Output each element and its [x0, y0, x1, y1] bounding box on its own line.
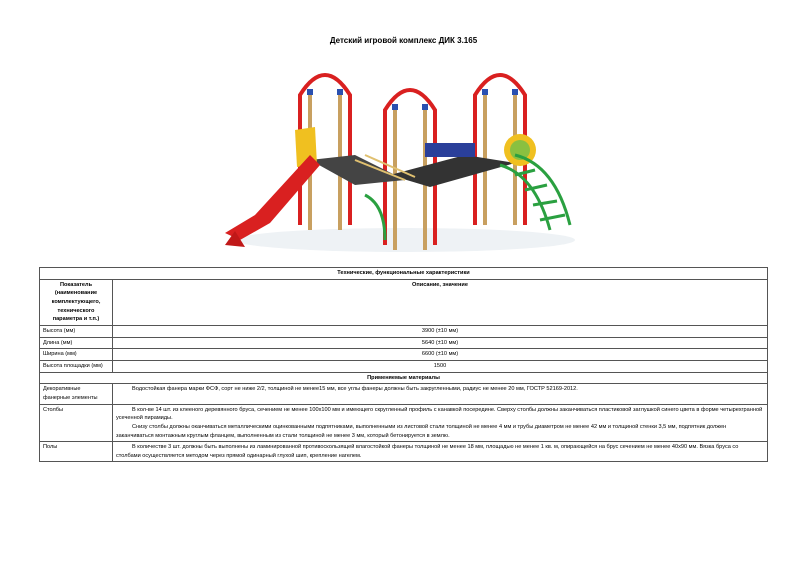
row-name: Ширина (мм): [40, 349, 113, 361]
row-name: Декоративные фанерные элементы: [40, 384, 113, 404]
row-name: Высота площадки (мм): [40, 360, 113, 372]
row-value: 5640 (±10 мм): [113, 337, 768, 349]
row-name: Полы: [40, 442, 113, 462]
playground-complex-image: [215, 55, 590, 265]
row-value: 6600 (±10 мм): [113, 349, 768, 361]
page-title: Детский игровой комплекс ДИК 3.165: [329, 36, 478, 45]
table-row: [40, 442, 768, 462]
table-row: [40, 404, 768, 442]
description-paragraph: Водостойкая фанера марки ФСФ, сорт не ниже 2/2, толщиной не менее15 мм, все углы фанеры должны быть закругленными, радиус не менее 20 мм, ГОСТР 52169-2012.: [132, 386, 578, 393]
table-row: [40, 325, 768, 337]
table-row: [40, 360, 768, 372]
materials-section-header: Применяемые материалы: [40, 372, 768, 384]
row-name: Высота (мм): [40, 325, 113, 337]
row-value: 3900 (±10 мм): [113, 325, 768, 337]
col1-header: Показатель (наименование комплектующего, технического параметра и т.п.): [40, 279, 113, 325]
row-name: Длина (мм): [40, 337, 113, 349]
row-description: [113, 404, 768, 442]
description-paragraph: В кол-ве 14 шт. из клееного деревянного бруса, сечением не менее 100х100 мм и имеющего скругленный профиль с канавкой посередине. Сверху столбы должны заканчиваться пластиковой заглушкой синего цвета в форме четырехгранной усеченной пирамиды.: [116, 406, 763, 422]
row-description: [113, 384, 768, 404]
table-row: [40, 349, 768, 361]
row-name: Столбы: [40, 404, 113, 442]
description-paragraph: Снизу столбы должны оканчиваться металлическими оцинкованными подпятниками, выполненными из листовой стали толщиной не менее 4 мм и трубы диаметром не менее 42 мм и толщиной стенки 3,5 мм, подпятник должен заканчиваться монтажным круглым фланцем, выполненным из стали толщиной не менее 3 мм, который бетонируется в землю.: [116, 423, 727, 439]
row-description: [113, 442, 768, 462]
specifications-table: [39, 267, 768, 462]
table-row: [40, 337, 768, 349]
tech-section-header: Технические, функциональные характеристики: [40, 268, 768, 280]
row-value: 1500: [113, 360, 768, 372]
table-row: [40, 384, 768, 404]
description-paragraph: В количестве 3 шт. должны быть выполнены из ламинированной противоскользящей влагостойкой фанеры толщиной не менее 18 мм, площадью не менее 1 кв. м, опирающейся на брус сечением не менее 40х90 мм. Вязка бруса со столбами осуществляется методом через прямой одинарный глухой шип, крепление нагелем.: [116, 444, 739, 459]
col2-header: Описание, значение: [113, 279, 768, 325]
